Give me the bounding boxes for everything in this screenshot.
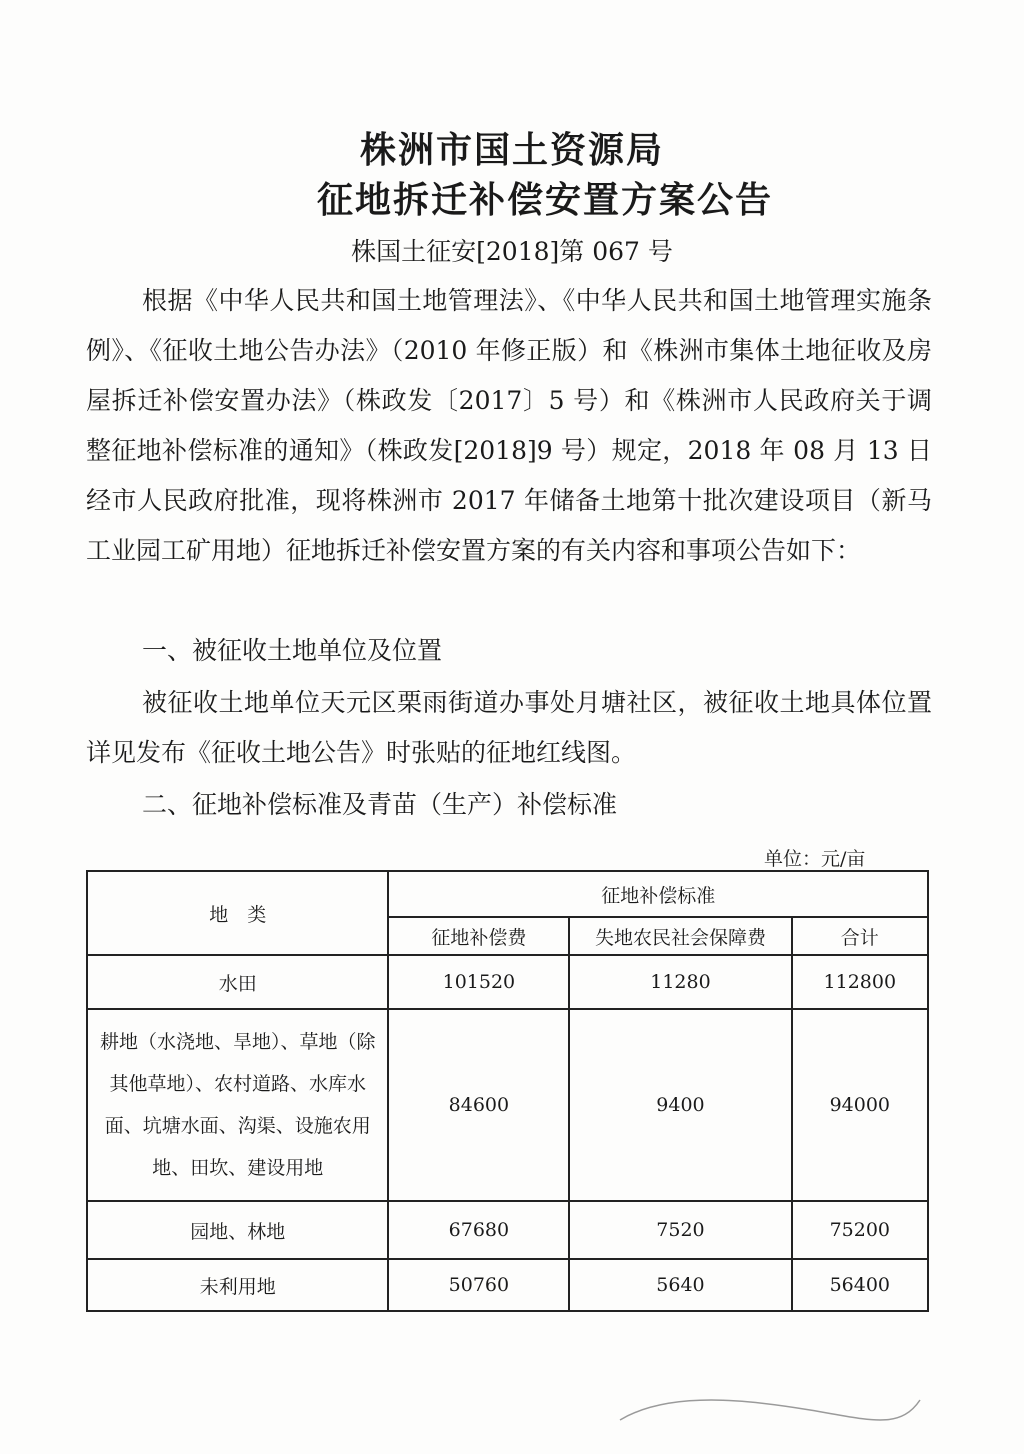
cell-social-security: 7520 <box>569 1201 791 1259</box>
cell-social-security: 11280 <box>569 955 791 1009</box>
cell-fee: 101520 <box>388 955 569 1009</box>
cell-total: 75200 <box>792 1201 928 1259</box>
cell-land-type: 耕地（水浇地、旱地）、草地（除其他草地）、农村道路、水库水面、坑塘水面、沟渠、设施农用地、田坎、建设用地 <box>87 1009 388 1201</box>
header-compensation-standard: 征地补偿标准 <box>388 871 928 917</box>
compensation-table <box>86 870 929 1312</box>
table-row <box>87 1009 928 1201</box>
decorative-pen-stroke <box>610 1380 930 1440</box>
document-number: 株国土征安[2018]第 067 号 <box>351 237 673 266</box>
unit-label: 单位：元/亩 <box>764 848 866 870</box>
header-column-fee: 征地补偿费 <box>388 917 569 955</box>
table-row <box>87 1201 928 1259</box>
cell-fee: 67680 <box>388 1201 569 1259</box>
intro-paragraph: 根据《中华人民共和国土地管理法》、《中华人民共和国土地管理实施条例》、《征收土地公告办法》（2010 年修正版）和《株洲市集体土地征收及房屋拆迁补偿安置办法》（株政发〔2017〕5 号）和《株洲市人民政府关于调整征地补偿标准的通知》（株政发[2018]9 号）规定，2018 年 08 月 13 日经市人民政府批准，现将株洲市 2017 年储备土地第十批次建设项目（新马工业园工矿用地）征地拆迁补偿安置方案的有关内容和事项公告如下： <box>86 286 932 565</box>
table-row <box>87 955 928 1009</box>
cell-land-type: 园地、林地 <box>87 1201 388 1259</box>
cell-fee: 84600 <box>388 1009 569 1201</box>
section-1-body: 被征收土地单位天元区栗雨街道办事处月塘社区，被征收土地具体位置详见发布《征收土地公告》时张贴的征地红线图。 <box>86 688 932 767</box>
header-column-total: 合计 <box>792 917 928 955</box>
cell-social-security: 5640 <box>569 1259 791 1311</box>
section-2-heading: 二、征地补偿标准及青苗（生产）补偿标准 <box>142 790 618 819</box>
cell-land-type: 水田 <box>87 955 388 1009</box>
table-row <box>87 1259 928 1311</box>
cell-land-type: 未利用地 <box>87 1259 388 1311</box>
header-land-type: 地 类 <box>87 871 388 955</box>
title-line-2: 征地拆迁补偿安置方案公告 <box>316 180 773 221</box>
section-1-heading: 一、被征收土地单位及位置 <box>142 636 443 665</box>
title-line-1: 株洲市国土资源局 <box>359 130 664 171</box>
header-column-social-security: 失地农民社会保障费 <box>569 917 791 955</box>
cell-fee: 50760 <box>388 1259 569 1311</box>
cell-total: 56400 <box>792 1259 928 1311</box>
cell-total: 94000 <box>792 1009 928 1201</box>
cell-social-security: 9400 <box>569 1009 791 1201</box>
cell-total: 112800 <box>792 955 928 1009</box>
